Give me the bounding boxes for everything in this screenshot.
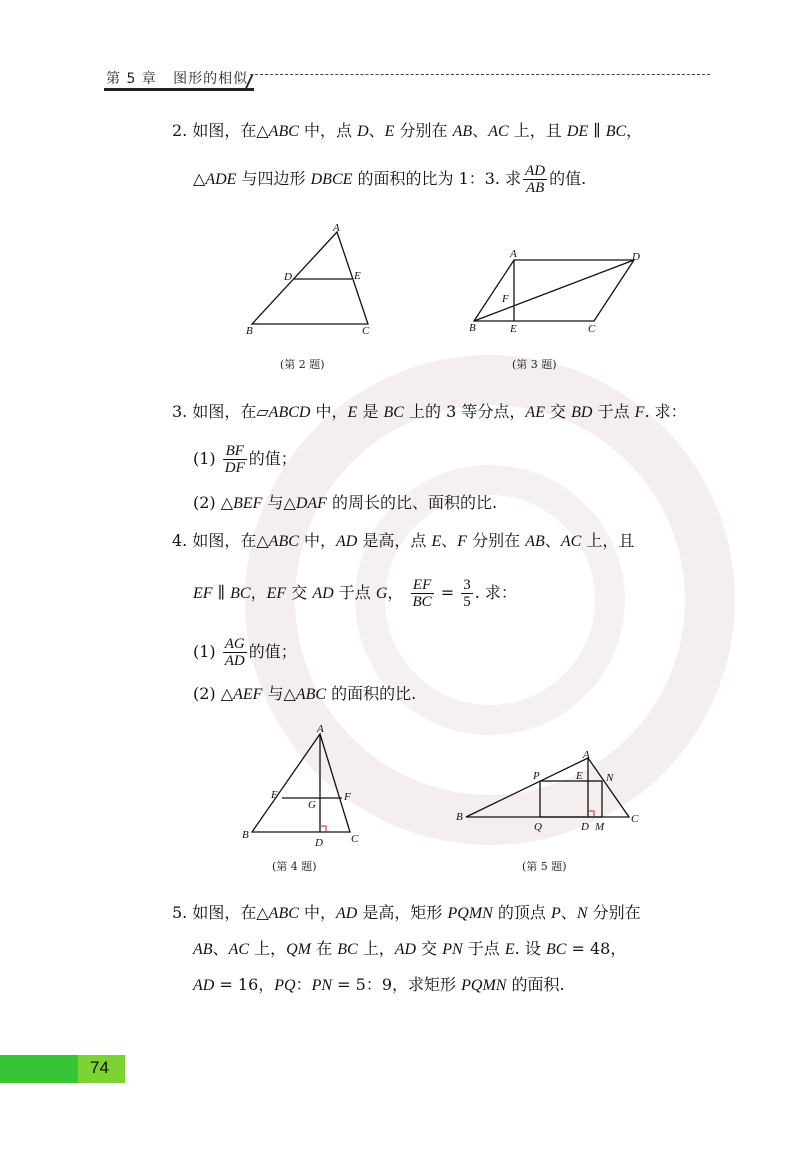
text: 上， bbox=[357, 939, 395, 958]
text: 中， bbox=[310, 402, 348, 421]
label-d: D bbox=[581, 821, 589, 833]
math: PQMN bbox=[461, 977, 507, 994]
label-b: B bbox=[246, 325, 253, 337]
label-d: D bbox=[632, 251, 640, 263]
text: 与四边形 bbox=[236, 169, 311, 188]
text: 的值； bbox=[248, 642, 297, 661]
question-label: (2) bbox=[193, 493, 216, 512]
text: 的值. bbox=[549, 169, 587, 188]
label-e: E bbox=[271, 789, 278, 801]
math: AD bbox=[335, 905, 358, 922]
text: 中， bbox=[298, 531, 336, 550]
math: ABCD bbox=[268, 404, 311, 421]
text: 如图，在△ bbox=[192, 121, 269, 140]
text: 分别在 bbox=[587, 903, 641, 922]
label-a: A bbox=[510, 248, 517, 260]
label-e: E bbox=[576, 770, 583, 782]
text: 是高，点 bbox=[357, 531, 432, 550]
math: G bbox=[375, 585, 388, 602]
text: 分别在 bbox=[394, 121, 453, 140]
fraction-denominator: DF bbox=[224, 460, 245, 476]
fraction-numerator: 3 bbox=[463, 577, 471, 593]
text: . 求： bbox=[474, 583, 517, 602]
text: 于点 bbox=[333, 583, 376, 602]
text: △ bbox=[193, 169, 206, 188]
question-label: (2) bbox=[193, 684, 216, 703]
math: ABC bbox=[268, 533, 299, 550]
triangle-abc bbox=[252, 232, 368, 324]
problem-number: 4. bbox=[172, 531, 188, 550]
text: ， bbox=[250, 583, 267, 602]
math: AB bbox=[525, 533, 545, 550]
math: ABC bbox=[295, 686, 327, 703]
text: ∥ bbox=[212, 583, 231, 602]
text: 如图，在▱ bbox=[192, 402, 269, 421]
chapter-header bbox=[106, 68, 248, 88]
math: AD bbox=[394, 941, 417, 958]
math: BC bbox=[230, 585, 251, 602]
problem-5-line-1 bbox=[172, 902, 641, 925]
fraction-numerator: EF bbox=[411, 577, 434, 594]
problem-4-line-1 bbox=[172, 530, 634, 553]
fraction-ef-bc bbox=[411, 577, 434, 610]
math: AC bbox=[228, 941, 250, 958]
text: 交 bbox=[544, 402, 572, 421]
text: = 48， bbox=[566, 939, 627, 958]
label-a: A bbox=[317, 723, 324, 735]
text: 如图，在△ bbox=[192, 903, 269, 922]
question-label: (1) bbox=[193, 449, 216, 468]
question-label: (1) bbox=[193, 642, 216, 661]
problem-3-question-1 bbox=[193, 443, 297, 476]
text: ， bbox=[626, 121, 643, 140]
text: 上， bbox=[249, 939, 287, 958]
equals-sign: = bbox=[435, 583, 460, 602]
math: AEF bbox=[233, 686, 263, 703]
fraction-bf-df bbox=[223, 443, 247, 476]
label-b: B bbox=[469, 322, 476, 334]
segment-bd bbox=[474, 260, 634, 321]
figure-3-diagram bbox=[466, 248, 646, 340]
text: 、 bbox=[560, 903, 577, 922]
text: 、 bbox=[441, 531, 458, 550]
text: 、 bbox=[544, 531, 561, 550]
label-b: B bbox=[456, 811, 463, 823]
fraction-numerator: BF bbox=[223, 443, 247, 460]
label-n: N bbox=[606, 772, 614, 784]
triangle-abc bbox=[466, 758, 629, 817]
math: E bbox=[431, 533, 442, 550]
label-d: D bbox=[315, 837, 323, 849]
text: . 求： bbox=[644, 402, 687, 421]
header-underline bbox=[104, 88, 254, 91]
math: EF bbox=[193, 585, 213, 602]
chapter-title: 图形的相似 bbox=[173, 71, 249, 87]
math: AC bbox=[488, 123, 509, 140]
text: △ bbox=[220, 493, 234, 512]
math: PN bbox=[442, 941, 463, 958]
math: PQ bbox=[274, 977, 296, 994]
math: BC bbox=[383, 404, 404, 421]
math: EF bbox=[266, 585, 287, 602]
math: ABC bbox=[268, 905, 299, 922]
math: DAF bbox=[295, 495, 327, 512]
label-d: D bbox=[284, 271, 292, 283]
math: PQMN bbox=[447, 905, 493, 922]
text: △ bbox=[220, 684, 234, 703]
text: 、 bbox=[368, 121, 385, 140]
math: F bbox=[634, 404, 645, 421]
label-p: P bbox=[533, 770, 540, 782]
label-b: B bbox=[242, 829, 249, 841]
label-g: G bbox=[308, 799, 316, 811]
text: 与△ bbox=[262, 493, 296, 512]
fraction-denominator: BC bbox=[412, 594, 432, 610]
math: AD bbox=[312, 585, 334, 602]
math: BC bbox=[337, 941, 358, 958]
math: P bbox=[551, 905, 561, 922]
label-f: F bbox=[344, 791, 351, 803]
text: ： bbox=[295, 975, 312, 994]
text: ， bbox=[387, 583, 404, 602]
label-a: A bbox=[333, 222, 340, 234]
math: D bbox=[357, 123, 369, 140]
text: = 5：9，求矩形 bbox=[332, 975, 462, 994]
text: 的面积. bbox=[506, 975, 565, 994]
problem-4-question-1 bbox=[193, 636, 297, 669]
math: AC bbox=[560, 533, 582, 550]
chapter-number: 第 5 章 bbox=[106, 71, 157, 87]
problem-2-line-2 bbox=[193, 163, 586, 196]
text: 的值； bbox=[248, 449, 297, 468]
math: BC bbox=[605, 123, 627, 140]
math: N bbox=[576, 905, 588, 922]
text: ∥ bbox=[588, 121, 606, 140]
problem-4-question-2 bbox=[193, 683, 416, 706]
text: 的面积的比为 1：3. 求 bbox=[352, 169, 522, 188]
math: PN bbox=[311, 977, 333, 994]
text: 于点 bbox=[592, 402, 635, 421]
text: 的周长的比、面积的比. bbox=[326, 493, 498, 512]
text: 上，且 bbox=[581, 531, 635, 550]
label-q: Q bbox=[534, 821, 542, 833]
text: . 设 bbox=[514, 939, 546, 958]
label-a: A bbox=[583, 749, 590, 761]
text: 如图，在△ bbox=[192, 531, 269, 550]
math: AD bbox=[335, 533, 358, 550]
problem-2-line-1 bbox=[172, 120, 642, 143]
text: 交 bbox=[416, 939, 443, 958]
page-number-tab-accent bbox=[0, 1055, 78, 1083]
fraction-denominator: AD bbox=[224, 653, 245, 669]
text: 于点 bbox=[462, 939, 505, 958]
problem-3-line-1 bbox=[172, 401, 687, 424]
text: = 16， bbox=[214, 975, 275, 994]
math: BC bbox=[545, 941, 567, 958]
text: 上，且 bbox=[508, 121, 567, 140]
label-e: E bbox=[354, 270, 361, 282]
text: 是高，矩形 bbox=[357, 903, 448, 922]
math: AD bbox=[193, 977, 215, 994]
math: BEF bbox=[233, 495, 263, 512]
math: E bbox=[347, 404, 358, 421]
text: 中， bbox=[298, 903, 336, 922]
text: 分别在 bbox=[467, 531, 526, 550]
text: 上的 3 等分点， bbox=[403, 402, 526, 421]
math: ABC bbox=[268, 123, 299, 140]
label-f: F bbox=[502, 293, 509, 305]
header-dashed-rule bbox=[250, 74, 710, 75]
problem-number: 5. bbox=[172, 903, 188, 922]
figure-3-caption: (第 3 题) bbox=[512, 358, 557, 371]
label-c: C bbox=[351, 833, 359, 845]
figure-5-caption: (第 5 题) bbox=[522, 860, 567, 873]
math: DE bbox=[566, 123, 589, 140]
fraction-ag-ad bbox=[223, 636, 247, 669]
page-number: 74 bbox=[90, 1058, 109, 1077]
math: DBCE bbox=[310, 171, 353, 188]
math: E bbox=[384, 123, 395, 140]
text: 交 bbox=[286, 583, 313, 602]
label-c: C bbox=[631, 813, 639, 825]
text: 是 bbox=[357, 402, 384, 421]
figure-5-diagram bbox=[452, 748, 652, 838]
text: 、 bbox=[212, 939, 229, 958]
problem-number: 3. bbox=[172, 402, 188, 421]
math: QM bbox=[286, 941, 311, 958]
fraction-numerator: AD bbox=[525, 163, 546, 179]
math: E bbox=[504, 941, 515, 958]
fraction-ad-ab bbox=[523, 163, 547, 196]
text: 的面积的比. bbox=[326, 684, 417, 703]
math: F bbox=[457, 533, 468, 550]
text: 与△ bbox=[262, 684, 296, 703]
figure-2-caption: (第 2 题) bbox=[280, 358, 325, 371]
rectangle-pqmn bbox=[540, 781, 602, 817]
figure-4-diagram bbox=[238, 722, 368, 850]
figure-4-caption: (第 4 题) bbox=[272, 860, 317, 873]
problem-number: 2. bbox=[172, 121, 188, 140]
problem-3-question-2 bbox=[193, 492, 497, 515]
text: 、 bbox=[472, 121, 489, 140]
text: 中，点 bbox=[298, 121, 358, 140]
fraction-denominator: AB bbox=[525, 180, 545, 196]
math: ADE bbox=[205, 171, 237, 188]
fraction-3-5 bbox=[461, 577, 473, 610]
text: 在 bbox=[311, 939, 338, 958]
math: AB bbox=[193, 941, 213, 958]
label-c: C bbox=[362, 325, 370, 337]
math: AE bbox=[525, 404, 545, 421]
problem-4-line-2 bbox=[193, 577, 517, 610]
right-angle-mark bbox=[320, 826, 326, 832]
triangle-abc bbox=[252, 734, 350, 832]
label-m: M bbox=[595, 821, 605, 833]
fraction-denominator: 5 bbox=[463, 594, 471, 610]
problem-5-line-2 bbox=[193, 938, 626, 961]
math: AB bbox=[452, 123, 473, 140]
math: BD bbox=[571, 404, 593, 421]
fraction-numerator: AG bbox=[224, 636, 245, 652]
figure-2-diagram bbox=[240, 222, 380, 342]
label-e: E bbox=[510, 323, 517, 335]
right-angle-mark bbox=[588, 811, 594, 817]
label-c: C bbox=[588, 323, 596, 335]
problem-5-line-3 bbox=[193, 974, 565, 997]
text: 的顶点 bbox=[492, 903, 552, 922]
